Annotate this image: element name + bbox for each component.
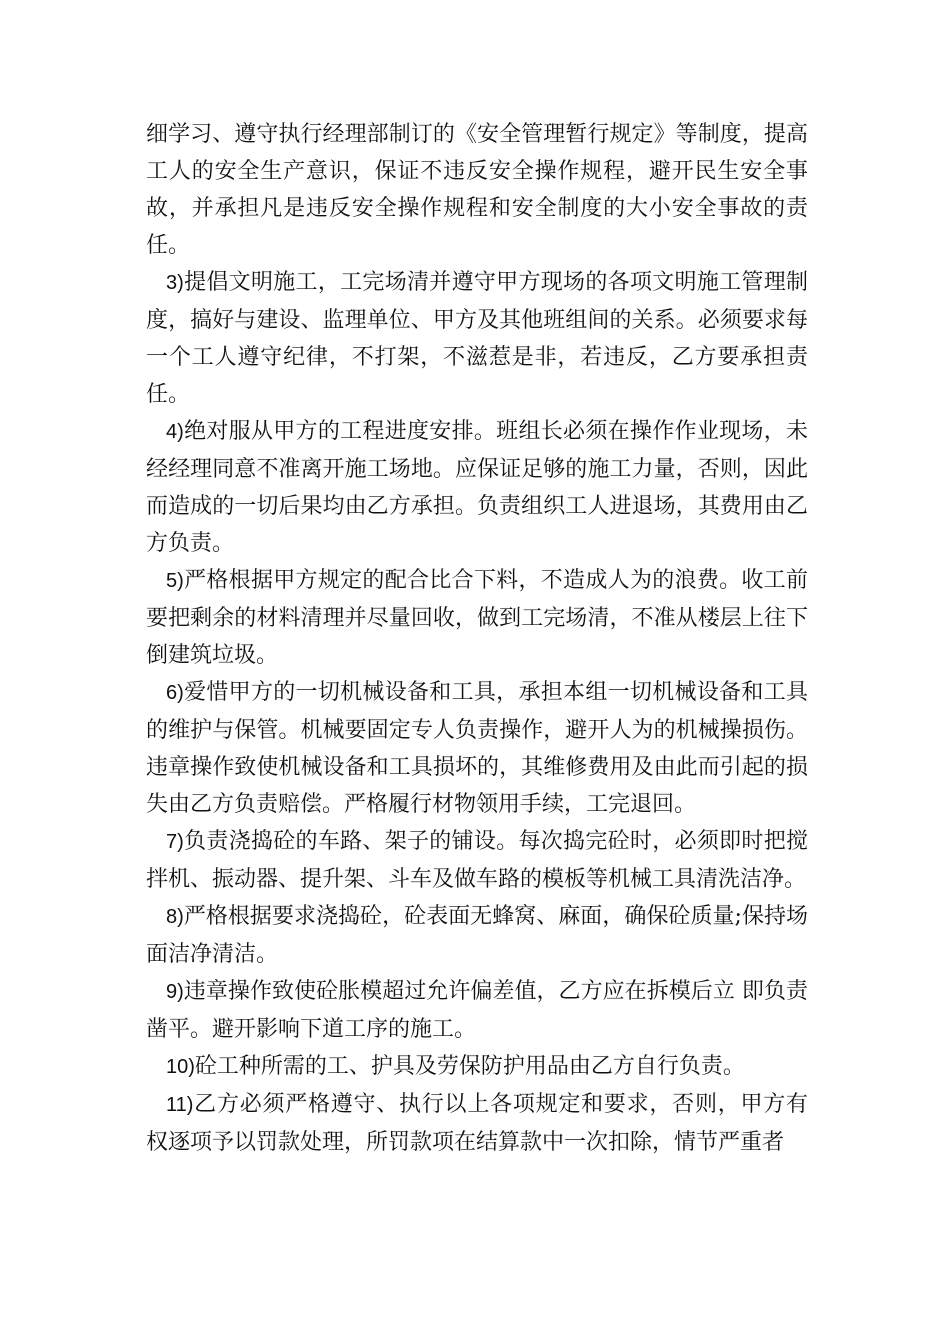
paragraph-item-8 [146,898,808,973]
paragraph-text: 违章操作致使砼胀模超过允许偏差值，乙方应在拆模后立 即负责凿平。避开影响下道工序的施工。 [146,979,808,1042]
document-body [146,116,808,1161]
paragraph-item-9 [146,973,808,1048]
item-number: 6) [166,682,184,704]
item-number: 8) [166,906,184,928]
paragraph-text: 细学习、遵守执行经理部制订的《安全管理暂行规定》等制度，提高工人的安全生产意识，保证不违反安全操作规程，避开民生安全事故，并承担凡是违反安全操作规程和安全制度的大小安全事故的责任。 [146,122,808,258]
paragraph-text: 负责浇捣砼的车路、架子的铺设。每次捣完砼时，必须即时把搅拌机、振动器、提升架、斗车及做车路的模板等机械工具清洗洁净。 [146,829,808,892]
item-number: 9) [166,981,184,1003]
item-number: 4) [166,421,184,443]
item-number: 10) [166,1056,195,1078]
paragraph-text: 爱惜甲方的一切机械设备和工具，承担本组一切机械设备和工具的维护与保管。机械要固定专人负责操作，避开人为的机械操损伤。违章操作致使机械设备和工具损坏的，其维修费用及由此而引起的损失由乙方负责赔偿。严格履行材物领用手续，工完退回。 [146,680,808,817]
paragraph-item-6 [146,674,808,823]
paragraph-text: 砼工种所需的工、护具及劳保防护用品由乙方自行负责。 [194,1054,745,1079]
paragraph-text: 乙方必须严格遵守、执行以上各项规定和要求，否则，甲方有权逐项予以罚款处理，所罚款项在结算款中一次扣除，情节严重者 [146,1092,808,1155]
paragraph-item-4 [146,413,808,562]
paragraph-text: 绝对服从甲方的工程进度安排。班组长必须在操作作业现场，未经经理同意不准离开施工场地。应保证足够的施工力量，否则，因此而造成的一切后果均由乙方承担。负责组织工人进退场，其费用由乙方负责。 [146,419,808,556]
paragraph-item-5 [146,562,808,674]
paragraph-continuation [146,116,808,264]
item-number: 7) [166,831,184,853]
paragraph-item-11 [146,1086,808,1161]
item-number: 5) [166,570,184,592]
item-number: 3) [166,272,184,294]
paragraph-text: 严格根据要求浇捣砼，砼表面无蜂窝、麻面，确保砼质量;保持场面洁净清洁。 [146,904,808,967]
paragraph-item-3 [146,264,808,413]
paragraph-item-10 [146,1048,808,1086]
paragraph-text: 严格根据甲方规定的配合比合下料，不造成人为的浪费。收工前要把剩余的材料清理并尽量回收，做到工完场清，不准从楼层上往下倒建筑垃圾。 [146,568,808,668]
paragraph-text: 提倡文明施工，工完场清并遵守甲方现场的各项文明施工管理制度，搞好与建设、监理单位、甲方及其他班组间的关系。必须要求每一个工人遵守纪律，不打架，不滋惹是非，若违反，乙方要承担责任。 [146,270,808,407]
paragraph-item-7 [146,823,808,898]
item-number: 11) [166,1094,194,1116]
